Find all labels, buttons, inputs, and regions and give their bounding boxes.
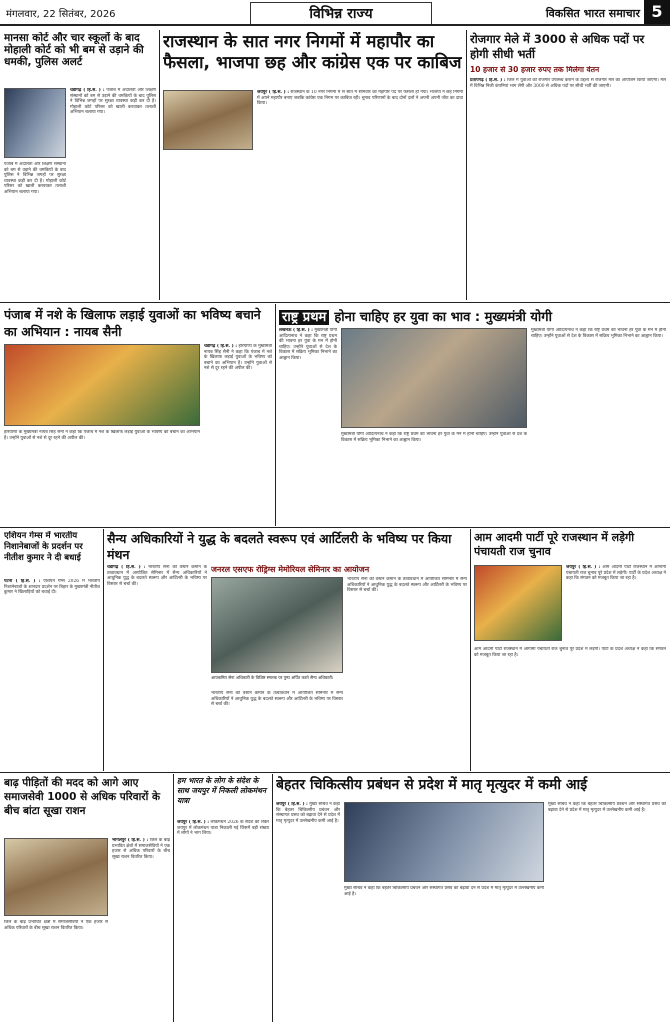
story-byline: पटना ( हि.स. ) : bbox=[4, 579, 41, 584]
story-byline: चंडीगढ़ ( हि.स. ) : bbox=[107, 565, 146, 570]
page-number: 5 bbox=[644, 0, 670, 24]
story-body-continued: पंजाब में अदालतों और शिक्षण संस्थानों को बम से उड़ाने की धमकियों के बाद पुलिस ने विभिन्न जगहों पर सुरक्षा व्यवस्था कड़ी कर दी है। मोहाली कोर्ट परिसर को खाली करवाकर तलाशी अभियान चलाया गया। bbox=[4, 162, 66, 195]
story-artillery-seminar bbox=[107, 531, 467, 769]
story-photo bbox=[163, 90, 253, 150]
story-body: जयपुर ( हि.स. ) : आम आदमी पार्टी राजस्थान में आगामी पंचायती राज चुनाव पूरे प्रदेश में लड़ेगी। पार्टी के प्रदेश अध्यक्ष ने कहा कि संगठन को मजबूत किया जा रहा है। bbox=[566, 565, 666, 582]
story-body: प्रतापगढ़ ( हि.स. ) : जिले में युवाओं को रोजगार उपलब्ध कराने के उद्देश्य से रोजगार मेले का आयोजन किया जाएगा। मेले में विभिन्न निजी कंपनियां भाग लेंगी और 3000 से अधिक पदों पर सीधी भर्ती की जाएगी। bbox=[470, 78, 666, 89]
story-body-continued: आम आदमी पार्टी राजस्थान में आगामी पंचायती राज चुनाव पूरे प्रदेश में लड़ेगी। पार्टी के प्रदेश अध्यक्ष ने कहा कि संगठन को मजबूत किया जा रहा है। bbox=[474, 647, 666, 658]
story-byline: भागलपुर ( हि.स. ) : bbox=[112, 838, 149, 843]
section-title: विभिन्न राज्य bbox=[250, 2, 432, 25]
story-body: लखनऊ ( हि.स. ) : मुख्यमंत्री योगी आदित्यनाथ ने कहा कि राष्ट्र प्रथम की भावना हर युवा के मन में होनी चाहिए। उन्होंने युवाओं से देश के विकास में सक्रिय भूमिका निभाने का आह्वान किया। bbox=[279, 328, 337, 361]
story-subhead: जनरल एसएफ रोड्रिग्स मेमोरियल सेमिनार का आयोजन bbox=[211, 565, 370, 574]
story-headline: आम आदमी पार्टी पूरे राजस्थान में लड़ेगी पंचायती राज चुनाव bbox=[474, 531, 635, 558]
section-divider bbox=[0, 772, 670, 773]
story-body: चंडीगढ़ ( हि.स. ) : भारतीय सेना की वेस्टर्न कमान के तत्वावधान में आयोजित सेमिनार में सैन्य अधिकारियों ने आधुनिक युद्ध के बदलते स्वरूप और आर्टिलरी के भविष्य पर विस्तार से चर्चा की। bbox=[107, 565, 207, 587]
story-byline: लखनऊ ( हि.स. ) : bbox=[279, 328, 313, 333]
photo-caption: आयकमित सेना अधिकारी के विशिष्ट स्मारक पर पुष्प अर्पित करते सैन्य अधिकारी। bbox=[211, 675, 334, 680]
column-divider bbox=[466, 30, 467, 300]
story-subhead: 10 हजार से 30 हजार रुपए तक मिलेगा वेतन bbox=[470, 66, 600, 74]
story-photo bbox=[474, 565, 562, 641]
story-byline: चंडीगढ़ ( हि.स. ) : bbox=[204, 344, 237, 349]
story-body: पटना ( हि.स. ) : एशियन गेम्स 2026 में भारतीय निशानेबाजों के शानदार प्रदर्शन पर बिहार के मुख्यमंत्री नीतीश कुमार ने खिलाड़ियों को बधाई दी। bbox=[4, 579, 100, 596]
section-divider bbox=[0, 302, 670, 303]
story-body: जयपुर ( हि.स. ) : लोकमंथन 2026 के संदेश को लेकर जयपुर में लोकमंथन यात्रा निकाली गई जिसमें बड़ी संख्या में लोगों ने भाग लिया। bbox=[177, 820, 269, 837]
column-divider bbox=[275, 304, 276, 526]
story-photo bbox=[211, 577, 343, 673]
story-body-continued: भारतीय सेना की वेस्टर्न कमान के तत्वावधान में आयोजित सेमिनार में सैन्य अधिकारियों ने आधुनिक युद्ध के बदलते स्वरूप और आर्टिलरी के भविष्य पर विस्तार से चर्चा की। bbox=[211, 691, 343, 708]
story-mansa-court bbox=[4, 32, 156, 300]
story-body-continued: मुख्यमंत्री योगी आदित्यनाथ ने कहा कि राष्ट्र प्रथम की भावना हर युवा के मन में होनी चाहिए। उन्होंने युवाओं से देश के विकास में सक्रिय भूमिका निभाने का आह्वान किया। bbox=[531, 328, 666, 339]
story-photo bbox=[341, 328, 527, 428]
story-body-continued: मुख्यमंत्री योगी आदित्यनाथ ने कहा कि राष्ट्र प्रथम की भावना हर युवा के मन में होनी चाहिए। उन्होंने युवाओं से देश के विकास में सक्रिय भूमिका निभाने का आह्वान किया। bbox=[341, 432, 527, 443]
story-headline: सैन्य अधिकारियों ने युद्ध के बदलते स्वरूप एवं आर्टिलरी के भविष्य पर किया मंथन bbox=[107, 531, 452, 562]
page-header bbox=[0, 0, 670, 26]
section-divider bbox=[0, 527, 670, 528]
column-divider bbox=[272, 774, 273, 1022]
story-byline: जयपुर ( हि.स. ) : bbox=[177, 820, 209, 825]
story-body-continued: मुख्य सचिव ने कहा कि बेहतर चिकित्सीय प्रबंधन और संस्थागत प्रसव को बढ़ावा देने से प्रदेश में मातृ मृत्युदर में उल्लेखनीय कमी आई है। bbox=[548, 802, 666, 813]
story-headline: राजस्थान के सात नगर निगमों में महापौर का फैसला, भाजपा छह और कांग्रेस एक पर काबिज bbox=[163, 32, 462, 73]
story-body-continued: मुख्य सचिव ने कहा कि बेहतर चिकित्सीय प्रबंधन और संस्थागत प्रसव को बढ़ावा देने से प्रदेश में मातृ मृत्युदर में उल्लेखनीय कमी आई है। bbox=[344, 886, 544, 897]
story-headline: रोजगार मेले में 3000 से अधिक पदों पर होगी सीधी भर्ती bbox=[470, 32, 645, 61]
story-asian-games bbox=[4, 531, 100, 769]
story-lokmanthan bbox=[177, 776, 269, 1020]
story-body: जयपुर ( हि.स. ) : राजस्थान के 10 नगर निगमों में से सात में सोमवार को महापौर पद पर फैसला हो गया। भाजपा ने छह निगमों में अपने महापौर बनाए जबकि कांग्रेस एक निगम पर काबिज रही। चुनाव परिणामों के बाद दोनों दलों ने अपनी अपनी जीत का दावा किया। bbox=[257, 90, 463, 107]
story-headline: बाढ़ पीड़ितों की मदद को आगे आए समाजसेवी 1000 से अधिक परिवारों के बीच बांटा सूखा राशन bbox=[4, 777, 161, 817]
story-body: चंडीगढ़ ( हि.स. ) : पंजाब में अदालतों और शिक्षण संस्थानों को बम से उड़ाने की धमकियों के बाद पुलिस ने विभिन्न जगहों पर सुरक्षा व्यवस्था कड़ी कर दी है। मोहाली कोर्ट परिसर को खाली करवाकर तलाशी अभियान चलाया गया। bbox=[70, 88, 156, 116]
story-headline: होना चाहिए हर युवा का भाव : मुख्यमंत्री योगी bbox=[334, 310, 552, 325]
story-aap-rajasthan bbox=[474, 531, 666, 769]
story-body-continued: भारतीय सेना की वेस्टर्न कमान के तत्वावधान में आयोजित सेमिनार में सैन्य अधिकारियों ने आधुनिक युद्ध के बदलते स्वरूप और आर्टिलरी के भविष्य पर विस्तार से चर्चा की। bbox=[347, 577, 467, 594]
story-flood-relief bbox=[4, 776, 170, 1020]
story-photo bbox=[4, 344, 200, 426]
story-body: चंडीगढ़ ( हि.स. ) : हरियाणा के मुख्यमंत्री नायब सिंह सैनी ने कहा कि पंजाब में नशे के खिलाफ लड़ाई युवाओं के भविष्य को बचाने का अभियान है। उन्होंने युवाओं से नशे से दूर रहने की अपील की। bbox=[204, 344, 272, 372]
story-rashtra-pratham bbox=[279, 306, 666, 524]
column-divider bbox=[103, 529, 104, 771]
story-body-continued: हरियाणा के मुख्यमंत्री नायब सिंह सैनी ने कहा कि पंजाब में नशे के खिलाफ लड़ाई युवाओं के भविष्य को बचाने का अभियान है। उन्होंने युवाओं से नशे से दूर रहने की अपील की। bbox=[4, 430, 200, 441]
column-divider bbox=[173, 774, 174, 1022]
issue-date: मंगलवार, 22 सितंबर, 2026 bbox=[6, 9, 116, 20]
story-byline: चंडीगढ़ ( हि.स. ) : bbox=[70, 88, 105, 93]
story-byline: प्रतापगढ़ ( हि.स. ) : bbox=[470, 78, 506, 83]
column-divider bbox=[470, 529, 471, 771]
column-divider bbox=[159, 30, 160, 300]
story-byline: जयपुर ( हि.स. ) : bbox=[276, 802, 308, 807]
newspaper-name: विकसित भारत समाचार bbox=[545, 7, 640, 20]
story-byline: जयपुर ( हि.स. ) : bbox=[257, 90, 289, 95]
story-rajasthan-mayor bbox=[163, 32, 463, 300]
story-punjab-drugs bbox=[4, 306, 272, 524]
story-photo bbox=[4, 88, 66, 158]
headline-highlight: राष्ट्र प्रथम bbox=[279, 310, 329, 325]
story-byline: जयपुर ( हि.स. ) : bbox=[566, 565, 601, 570]
story-headline: हम भारत के लोग के संदेश के साथ जयपुर में निकली लोकमंथन यात्रा bbox=[177, 776, 267, 805]
story-maternal-mortality bbox=[276, 776, 666, 1020]
story-headline-wrap bbox=[279, 306, 666, 324]
story-photo bbox=[344, 802, 544, 882]
story-body: जयपुर ( हि.स. ) : मुख्य सचिव ने कहा कि बेहतर चिकित्सीय प्रबंधन और संस्थागत प्रसव को बढ़ावा देने से प्रदेश में मातृ मृत्युदर में उल्लेखनीय कमी आई है। bbox=[276, 802, 340, 824]
story-body: भागलपुर ( हि.स. ) : जिले के बाढ़ प्रभावित क्षेत्रों में समाजसेवियों ने एक हजार से अधिक परिवारों के बीच सूखा राशन वितरित किया। bbox=[112, 838, 170, 860]
story-headline: मानसा कोर्ट और चार स्कूलों के बाद मोहाली कोर्ट को भी बम से उड़ाने की धमकी, पुलिस अलर्ट bbox=[4, 32, 144, 69]
story-photo bbox=[4, 838, 108, 916]
story-headline: एशियन गेम्स में भारतीय निशानेबाजों के प्रदर्शन पर नीतीश कुमार ने दी बधाई bbox=[4, 531, 83, 563]
story-headline: बेहतर चिकित्सीय प्रबंधन से प्रदेश में मातृ मृत्युदर में कमी आई bbox=[276, 777, 588, 793]
story-body-continued: जिले के बाढ़ प्रभावित क्षेत्रों में समाजसेवियों ने एक हजार से अधिक परिवारों के बीच सूखा राशन वितरित किया। bbox=[4, 920, 108, 931]
story-headline: पंजाब में नशे के खिलाफ लड़ाई युवाओं का भविष्य बचाने का अभियान : नायब सैनी bbox=[4, 307, 261, 339]
story-rozgar-mela bbox=[470, 32, 666, 300]
